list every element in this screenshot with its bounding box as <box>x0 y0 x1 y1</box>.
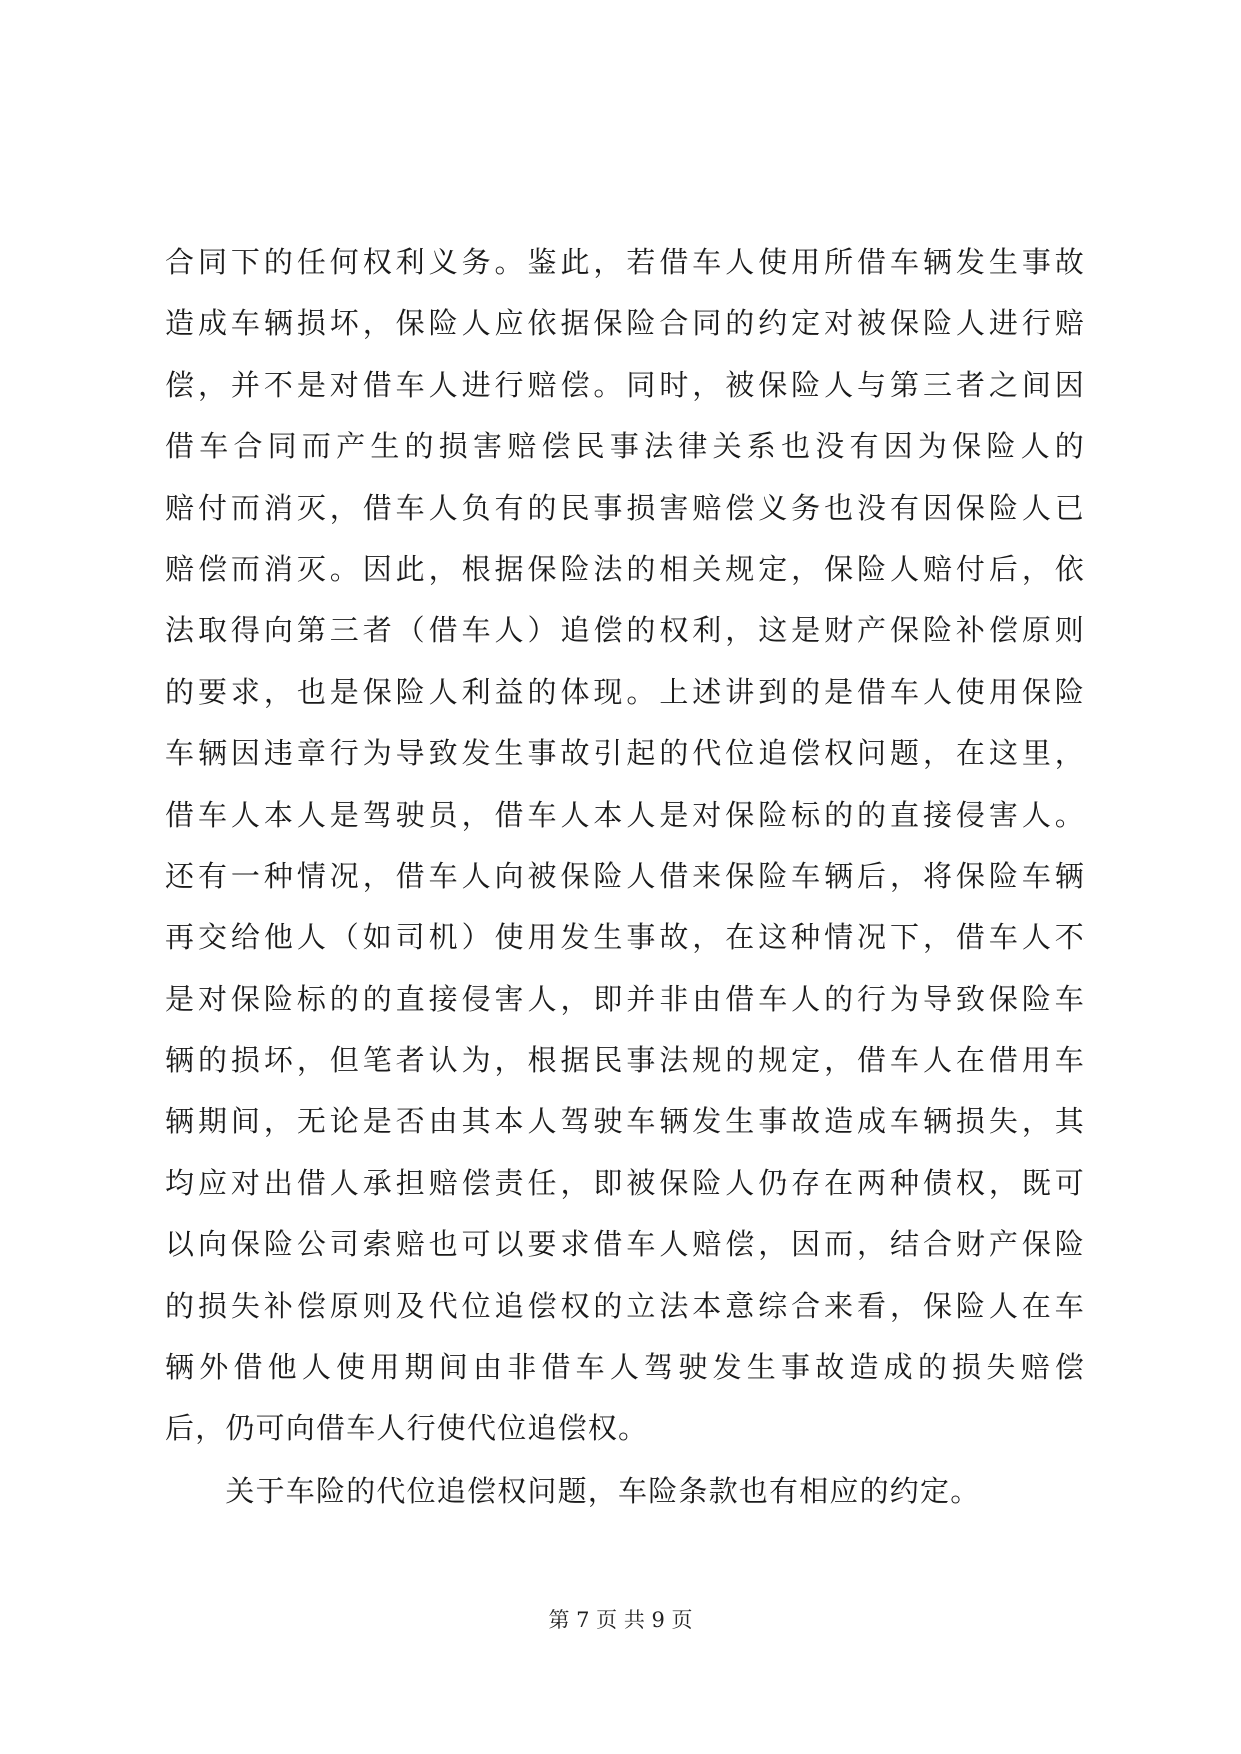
text-line: 关于车险的代位追偿权问题，车险条款也有相应的约定。 <box>165 1474 981 1508</box>
text-line: 均应对出借人承担赔偿责任，即被保险人仍存在两种债权，既可 <box>165 1165 1085 1200</box>
text-line: 辆外借他人使用期间由非借车人驾驶发生事故造成的损失赔偿 <box>165 1350 1085 1385</box>
text-line: 车辆因违章行为导致发生事故引起的代位追偿权问题，在这里， <box>165 736 1085 771</box>
text-line: 法取得向第三者（借车人）追偿的权利，这是财产保险补偿原则 <box>165 613 1085 648</box>
paragraph-1 <box>165 232 1085 1460</box>
text-line: 辆期间，无论是否由其本人驾驶车辆发生事故造成车辆损失，其 <box>165 1104 1085 1139</box>
text-line: 借车人本人是驾驶员，借车人本人是对保险标的的直接侵害人。 <box>165 797 1085 832</box>
text-line: 合同下的任何权利义务。鉴此，若借车人使用所借车辆发生事故 <box>165 245 1085 279</box>
text-line: 的要求，也是保险人利益的体现。上述讲到的是借车人使用保险 <box>165 674 1085 709</box>
paragraph-2 <box>165 1461 1085 1522</box>
text-line: 赔偿而消灭。因此，根据保险法的相关规定，保险人赔付后，依 <box>165 551 1085 586</box>
page-number: 第 7 页 共 9 页 <box>548 1608 693 1632</box>
text-line: 再交给他人（如司机）使用发生事故，在这种情况下，借车人不 <box>165 920 1085 955</box>
text-line: 赔付而消灭，借车人负有的民事损害赔偿义务也没有因保险人已 <box>165 490 1085 525</box>
text-line: 辆的损坏，但笔者认为，根据民事法规的规定，借车人在借用车 <box>165 1043 1085 1078</box>
text-line: 还有一种情况，借车人向被保险人借来保险车辆后，将保险车辆 <box>165 858 1085 893</box>
text-line: 的损失补偿原则及代位追偿权的立法本意综合来看，保险人在车 <box>165 1288 1085 1323</box>
text-line: 借车合同而产生的损害赔偿民事法律关系也没有因为保险人的 <box>165 429 1085 464</box>
text-line: 是对保险标的的直接侵害人，即并非由借车人的行为导致保险车 <box>165 981 1085 1016</box>
text-line: 后，仍可向借车人行使代位追偿权。 <box>165 1411 649 1446</box>
text-line: 偿，并不是对借车人进行赔偿。同时，被保险人与第三者之间因 <box>165 367 1085 402</box>
page-footer <box>0 1604 1241 1634</box>
text-line: 以向保险公司索赔也可以要求借车人赔偿，因而，结合财产保险 <box>165 1227 1085 1262</box>
text-line: 造成车辆损坏，保险人应依据保险合同的约定对被保险人进行赔 <box>165 306 1085 341</box>
